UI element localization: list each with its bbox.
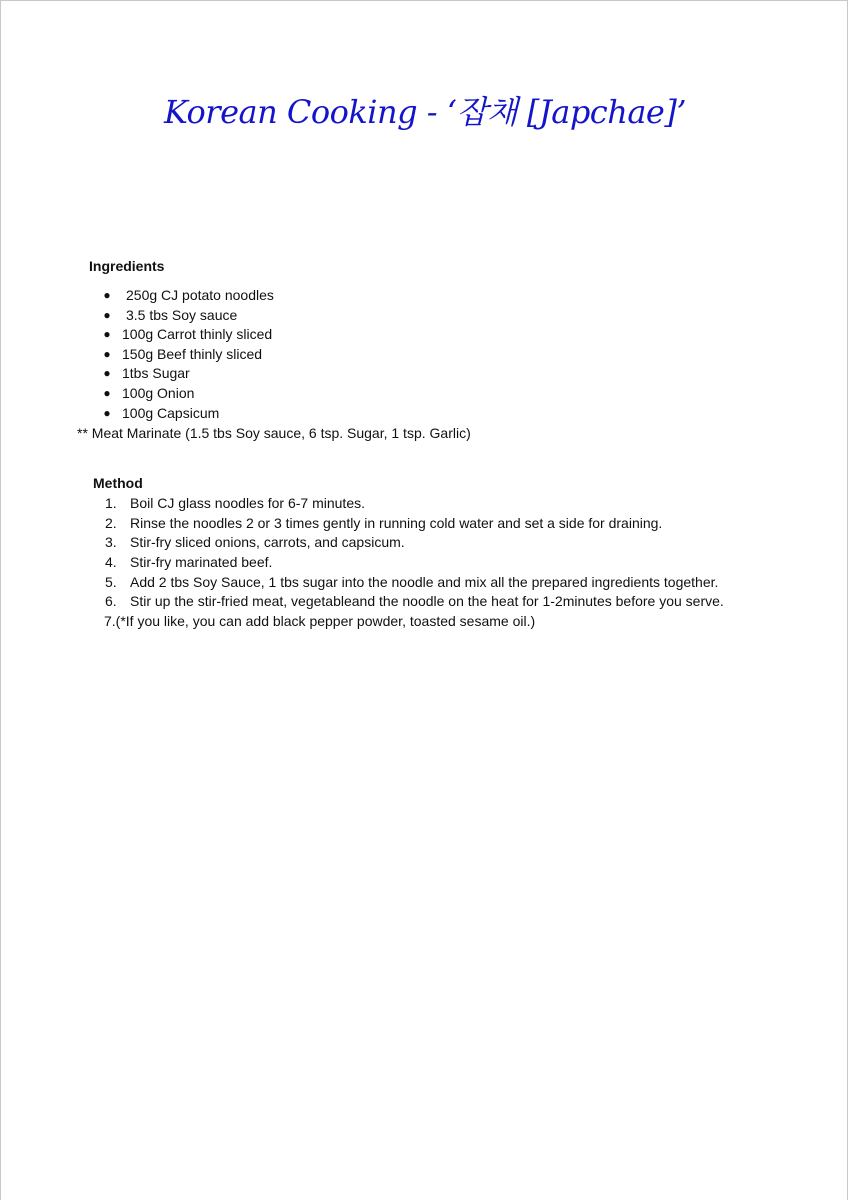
ingredient-text: 150g Beef thinly sliced [122, 345, 263, 362]
method-heading: Method [93, 475, 143, 491]
bullet-icon: ● [103, 288, 111, 302]
step-number: 5. [105, 573, 117, 590]
step-text: Add 2 tbs Soy Sauce, 1 tbs sugar into the noodle and mix all the prepared ingredients together. [130, 573, 719, 590]
step-text: Stir-fry sliced onions, carrots, and capsicum. [130, 534, 405, 551]
bullet-icon: ● [103, 327, 111, 342]
page-title: Korean Cooking - ‘잡채 [Japchae]’ [163, 93, 687, 131]
step-number: 2. [105, 514, 117, 531]
step-number: 4. [105, 554, 117, 571]
ingredient-text: 250g CJ potato noodles [126, 287, 274, 303]
step-number: 1. [105, 495, 117, 511]
ingredient-text: 100g Carrot thinly sliced [122, 326, 273, 343]
method-extra-tip: 7.(*If you like, you can add black pepper powder, toasted sesame oil.) [104, 613, 536, 629]
step-text: Stir-fry marinated beef. [130, 554, 273, 571]
ingredient-text: 1tbs Sugar [122, 365, 190, 382]
step-text: Boil CJ glass noodles for 6-7 minutes. [130, 495, 365, 511]
bullet-icon: ● [103, 307, 111, 322]
ingredient-text: 100g Onion [122, 384, 195, 401]
marinate-note: ** Meat Marinate (1.5 tbs Soy sauce, 6 tsp. Sugar, 1 tsp. Garlic) [77, 425, 471, 441]
step-number: 6. [105, 593, 117, 610]
ingredient-text: 3.5 tbs Soy sauce [126, 306, 238, 323]
bullet-icon: ● [103, 405, 111, 420]
step-number: 3. [105, 534, 117, 551]
step-text: Stir up the stir-fried meat, vegetableand the noodle on the heat for 1-2minutes before you serve. [130, 593, 724, 610]
bullet-icon: ● [103, 385, 111, 400]
bullet-icon: ● [103, 346, 111, 361]
step-text: Rinse the noodles 2 or 3 times gently in running cold water and set a side for draining. [130, 514, 663, 531]
bullet-icon: ● [103, 366, 111, 381]
ingredients-heading: Ingredients [89, 258, 165, 274]
ingredient-text: 100g Capsicum [122, 404, 220, 421]
